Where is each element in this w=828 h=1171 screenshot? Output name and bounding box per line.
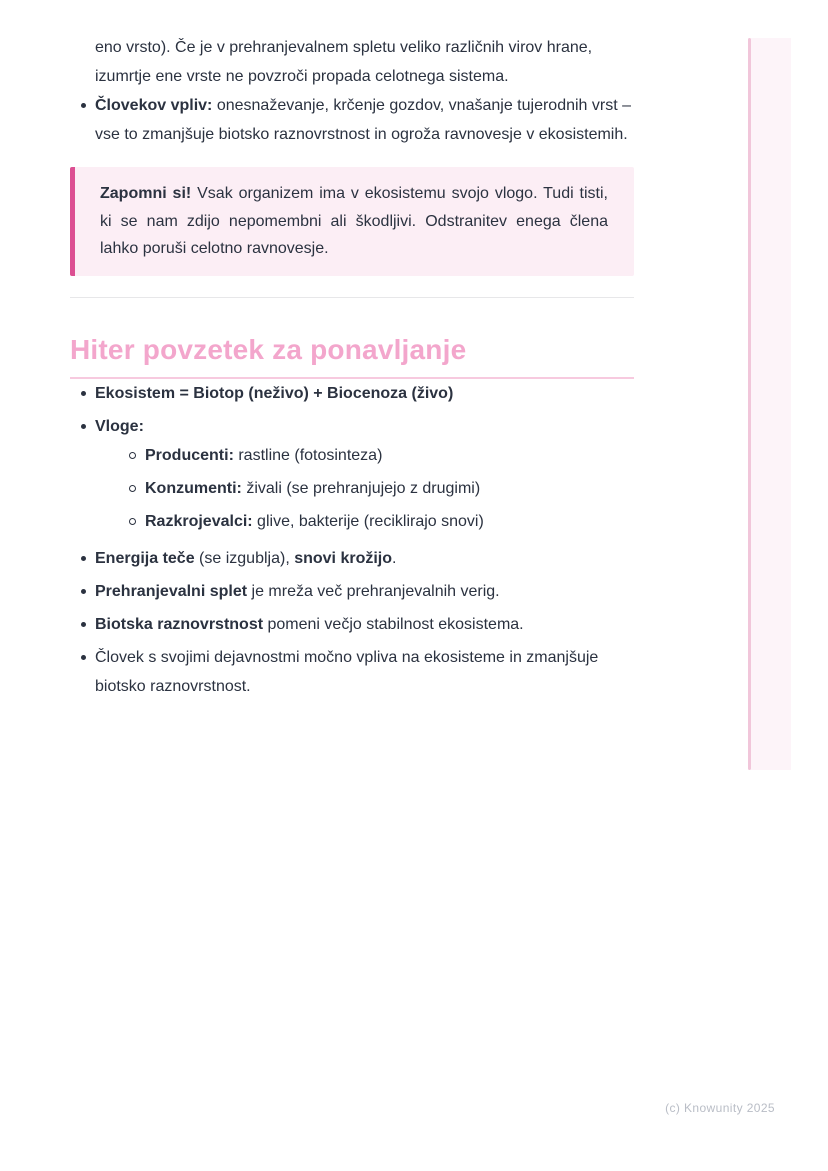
roles-sublist	[95, 441, 634, 536]
bullet-icon	[81, 103, 86, 108]
section-divider	[70, 297, 634, 298]
next-page-edge	[751, 38, 791, 770]
list-item-text: Energija teče (se izgublja), snovi krožijo.	[95, 549, 397, 567]
list-item	[70, 577, 634, 606]
page-edge-line	[748, 38, 751, 770]
list-item-text: Vloge:	[95, 417, 144, 435]
list-item	[70, 91, 634, 149]
circle-bullet-icon	[129, 452, 136, 459]
list-item	[70, 379, 634, 408]
section-heading: Hiter povzetek za ponavljanje	[70, 332, 634, 379]
list-item-text: Človekov vpliv: onesnaževanje, krčenje gozdov, vnašanje tujerodnih vrst – vse to zmanjšuje biotsko raznovrstnost in ogroža ravnovesje v ekosistemih.	[95, 97, 631, 143]
sub-list-item-text: Razkrojevalci: glive, bakterije (reciklirajo snovi)	[145, 512, 484, 530]
document-content	[70, 0, 634, 705]
bullet-icon	[81, 655, 86, 660]
list-item-text: Biotska raznovrstnost pomeni večjo stabilnost ekosistema.	[95, 615, 524, 633]
list-item	[70, 610, 634, 639]
bullet-icon	[81, 424, 86, 429]
bullet-icon	[81, 589, 86, 594]
list-item	[70, 544, 634, 573]
callout-text: Zapomni si! Vsak organizem ima v ekosistemu svojo vlogo. Tudi tisti, ki se nam zdijo nepomembni ali škodljivi. Odstranitev enega člena lahko poruši celotno ravnovesje.	[100, 185, 609, 257]
list-item-text: Prehranjevalni splet je mreža več prehranjevalnih verig.	[95, 582, 500, 600]
list-item	[70, 643, 634, 701]
bullet-icon	[81, 391, 86, 396]
circle-bullet-icon	[129, 518, 136, 525]
summary-list	[70, 379, 634, 701]
intro-paragraph: eno vrsto). Če je v prehranjevalnem spletu veliko različnih virov hrane, izumrtje ene vrste ne povzroči propada celotnega sistema.	[95, 39, 593, 85]
sub-list-item	[120, 474, 634, 503]
bullet-icon	[81, 622, 86, 627]
list-item	[70, 412, 634, 536]
bullet-icon	[81, 556, 86, 561]
list-item-text: Človek s svojimi dejavnostmi močno vpliva na ekosisteme in zmanjšuje biotsko raznovrstnost.	[95, 648, 599, 695]
sub-list-item	[120, 507, 634, 536]
circle-bullet-icon	[129, 485, 136, 492]
sub-list-item-text: Konzumenti: živali (se prehranjujejo z drugimi)	[145, 479, 481, 497]
copyright-footer: (c) Knowunity 2025	[665, 1101, 775, 1115]
list-item-text: Ekosistem = Biotop (neživo) + Biocenoza (živo)	[95, 384, 454, 402]
impact-list	[70, 91, 634, 149]
sub-list-item-text: Producenti: rastline (fotosinteza)	[145, 446, 383, 464]
sub-list-item	[120, 441, 634, 470]
callout-note	[70, 167, 634, 276]
